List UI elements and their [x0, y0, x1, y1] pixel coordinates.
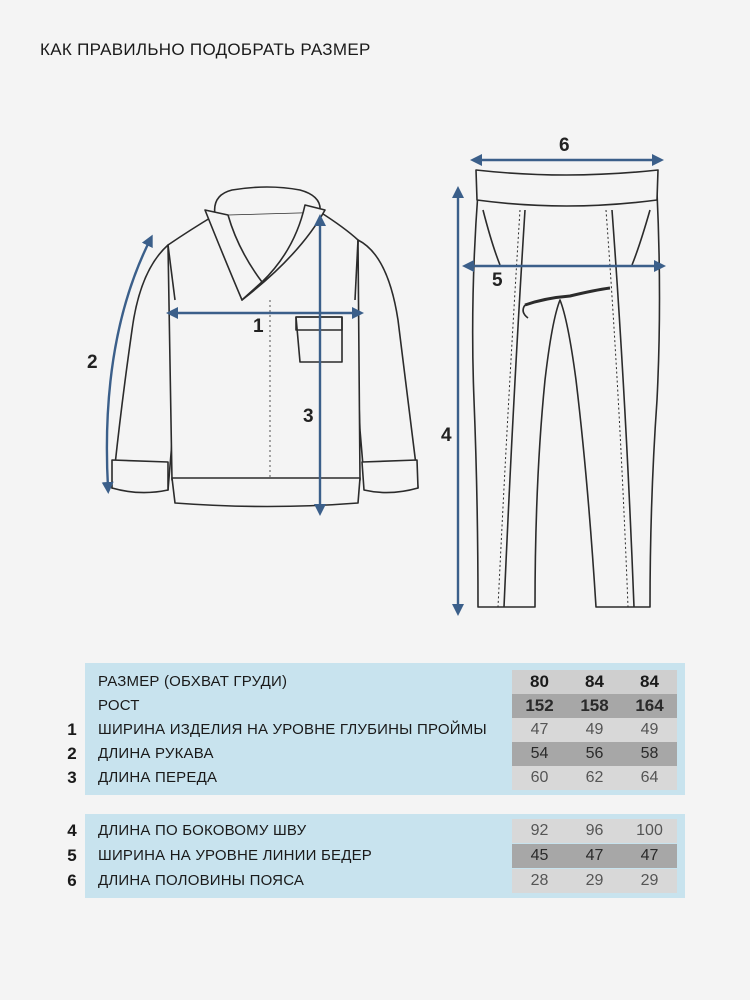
- value-cell: 164: [635, 696, 664, 715]
- value-cell: 29: [640, 872, 659, 889]
- table-row-3: [0, 766, 750, 790]
- measure-label-3: 3: [303, 406, 314, 427]
- value-cell: 158: [580, 696, 609, 715]
- value-cell: 49: [585, 721, 604, 738]
- value-cell: 84: [585, 672, 604, 691]
- table-row-height: [0, 694, 750, 718]
- value-cell: 47: [530, 721, 549, 738]
- row-values: [512, 718, 677, 742]
- row-values: [512, 742, 677, 766]
- row-values: [512, 766, 677, 790]
- row-label: ДЛИНА ПЕРЕДА: [98, 769, 218, 786]
- row-label: ШИРИНА ИЗДЕЛИЯ НА УРОВНЕ ГЛУБИНЫ ПРОЙМЫ: [98, 721, 487, 738]
- value-cell: 100: [636, 822, 663, 839]
- row-number: 4: [67, 821, 77, 840]
- value-cell: 64: [640, 769, 659, 786]
- value-cell: 84: [640, 672, 659, 691]
- table-row-4: [0, 819, 750, 843]
- measure-label-2: 2: [87, 352, 98, 373]
- row-label: ДЛИНА ПОЛОВИНЫ ПОЯСА: [98, 872, 305, 889]
- measure-label-1: 1: [253, 316, 264, 337]
- table-row-size: [0, 670, 750, 694]
- value-cell: 49: [640, 721, 659, 738]
- row-number: 5: [67, 846, 77, 865]
- page-title: КАК ПРАВИЛЬНО ПОДОБРАТЬ РАЗМЕР: [40, 40, 371, 59]
- row-number: 1: [67, 720, 77, 739]
- row-label: ШИРИНА НА УРОВНЕ ЛИНИИ БЕДЕР: [98, 847, 373, 864]
- row-values: [512, 869, 677, 893]
- table-row-6: [0, 869, 750, 893]
- table-row-2: [0, 742, 750, 766]
- row-values: [512, 819, 677, 843]
- value-cell: 47: [585, 847, 604, 864]
- value-cell: 45: [530, 847, 549, 864]
- value-cell: 92: [530, 822, 549, 839]
- measure-label-5: 5: [492, 270, 503, 291]
- pants-drawing: [473, 170, 660, 607]
- row-label: РАЗМЕР (ОБХВАТ ГРУДИ): [98, 673, 288, 690]
- measure-label-4: 4: [441, 425, 452, 446]
- value-cell: 28: [530, 872, 549, 889]
- row-number: 2: [67, 744, 77, 763]
- table-row-1: [0, 718, 750, 742]
- value-cell: 62: [585, 769, 604, 786]
- row-label: ДЛИНА РУКАВА: [98, 745, 214, 762]
- row-label: ДЛИНА ПО БОКОВОМУ ШВУ: [98, 822, 307, 839]
- value-cell: 29: [585, 872, 604, 889]
- row-label: РОСТ: [98, 697, 140, 714]
- value-cell: 54: [530, 745, 549, 762]
- value-cell: 80: [530, 672, 549, 691]
- sweater-drawing: [112, 187, 418, 507]
- value-cell: 58: [640, 745, 659, 762]
- value-cell: 152: [525, 696, 554, 715]
- measure-label-6: 6: [559, 135, 570, 156]
- row-values: [512, 694, 677, 718]
- value-cell: 96: [585, 822, 604, 839]
- row-values: [512, 844, 677, 868]
- value-cell: 60: [530, 769, 549, 786]
- table-row-5: [0, 844, 750, 868]
- value-cell: 56: [585, 745, 604, 762]
- row-number: 3: [67, 768, 77, 787]
- row-number: 6: [67, 871, 77, 890]
- value-cell: 47: [640, 847, 659, 864]
- row-values: [512, 670, 677, 694]
